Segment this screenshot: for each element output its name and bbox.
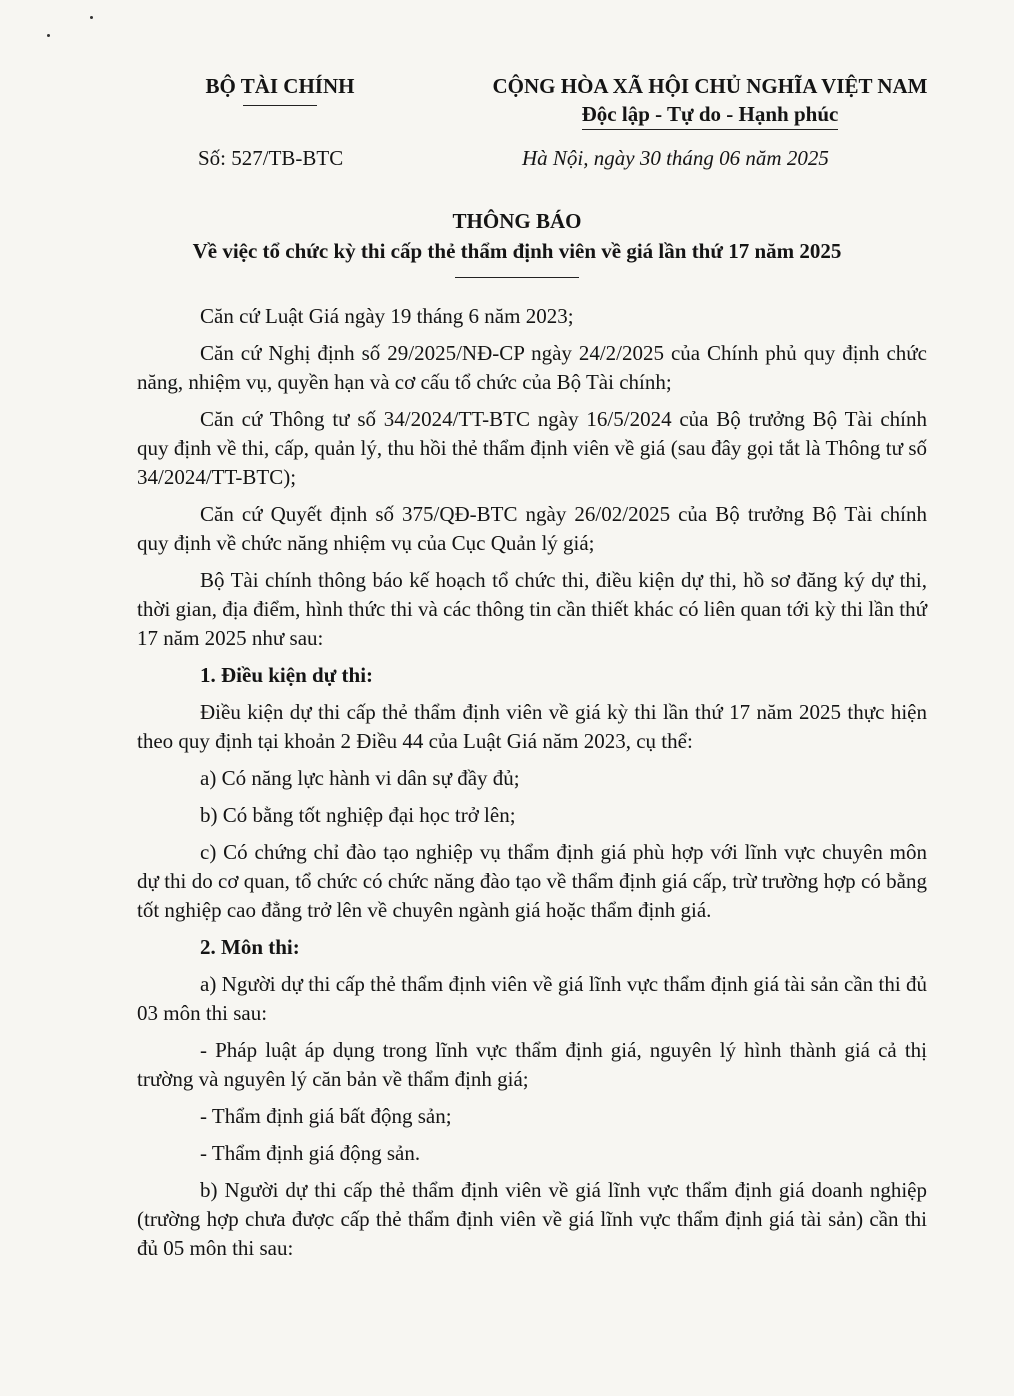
list-item: b) Có bằng tốt nghiệp đại học trở lên;: [200, 803, 516, 827]
section-heading: 2. Môn thi:: [200, 935, 300, 959]
paragraph: Căn cứ Nghị định số 29/2025/NĐ-CP ngày 24/2/2025 của Chính phủ quy định chức năng, nhiệm vụ, quyền hạn và cơ cấu tổ chức của Bộ Tài chính;: [137, 341, 927, 394]
national-header-block: [470, 72, 950, 130]
paragraph: Điều kiện dự thi cấp thẻ thẩm định viên về giá kỳ thi lần thứ 17 năm 2025 thực hiện theo quy định tại khoản 2 Điều 44 của Luật Giá năm 2023, cụ thể:: [137, 700, 927, 753]
list-item: - Pháp luật áp dụng trong lĩnh vực thẩm định giá, nguyên lý hình thành giá cả thị trường và nguyên lý căn bản về thẩm định giá;: [137, 1038, 927, 1091]
ministry-underline: [243, 105, 317, 106]
issuing-agency-block: [186, 72, 374, 106]
list-item: c) Có chứng chỉ đào tạo nghiệp vụ thẩm định giá phù hợp với lĩnh vực chuyên môn dự thi do cơ quan, tổ chức có chức năng đào tạo về thẩm định giá cấp, trừ trường hợp có bằng tốt nghiệp cao đẳng trở lên về chuyên ngành giá hoặc thẩm định giá.: [137, 840, 927, 922]
title-underline: [455, 277, 579, 278]
country-name: CỘNG HÒA XÃ HỘI CHỦ NGHĨA VIỆT NAM: [492, 74, 928, 98]
document-title-block: [60, 206, 974, 278]
paragraph: Căn cứ Thông tư số 34/2024/TT-BTC ngày 16/5/2024 của Bộ trưởng Bộ Tài chính quy định về thi, cấp, quản lý, thu hồi thẻ thẩm định viên về giá (sau đây gọi tắt là Thông tư số 34/2024/TT-BTC);: [137, 407, 927, 489]
list-item: b) Người dự thi cấp thẻ thẩm định viên về giá lĩnh vực thẩm định giá doanh nghiệp (trường hợp chưa được cấp thẻ thẩm định viên về giá lĩnh vực thẩm định giá tài sản) cần thi đủ 05 môn thi sau:: [137, 1178, 927, 1260]
list-item: - Thẩm định giá động sản.: [200, 1141, 421, 1165]
list-item: a) Có năng lực hành vi dân sự đầy đủ;: [200, 766, 520, 790]
document-title: THÔNG BÁO: [452, 209, 582, 233]
paragraph: Căn cứ Quyết định số 375/QĐ-BTC ngày 26/02/2025 của Bộ trưởng Bộ Tài chính quy định về chức năng nhiệm vụ của Cục Quản lý giá;: [137, 502, 927, 555]
paragraph: Bộ Tài chính thông báo kế hoạch tổ chức thi, điều kiện dự thi, hồ sơ đăng ký dự thi, thời gian, địa điểm, hình thức thi và các thông tin cần thiết khác có liên quan tới kỳ thi lần thứ 17 năm 2025 như sau:: [137, 568, 927, 650]
place-and-date: Hà Nội, ngày 30 tháng 06 năm 2025: [522, 146, 829, 170]
document-body: [137, 302, 927, 1271]
section-heading: 1. Điều kiện dự thi:: [200, 663, 374, 687]
document-number: Số: 527/TB-BTC: [198, 146, 344, 170]
scan-speck: [90, 16, 93, 19]
scan-speck: [47, 34, 50, 37]
national-motto: Độc lập - Tự do - Hạnh phúc: [582, 100, 839, 130]
list-item: a) Người dự thi cấp thẻ thẩm định viên về giá lĩnh vực thẩm định giá tài sản cần thi đủ 03 môn thi sau:: [137, 972, 927, 1025]
ministry-name: BỘ TÀI CHÍNH: [205, 74, 355, 98]
document-subtitle: Về việc tổ chức kỳ thi cấp thẻ thẩm định viên về giá lần thứ 17 năm 2025: [192, 239, 842, 263]
paragraph: Căn cứ Luật Giá ngày 19 tháng 6 năm 2023;: [200, 304, 574, 328]
list-item: - Thẩm định giá bất động sản;: [200, 1104, 452, 1128]
